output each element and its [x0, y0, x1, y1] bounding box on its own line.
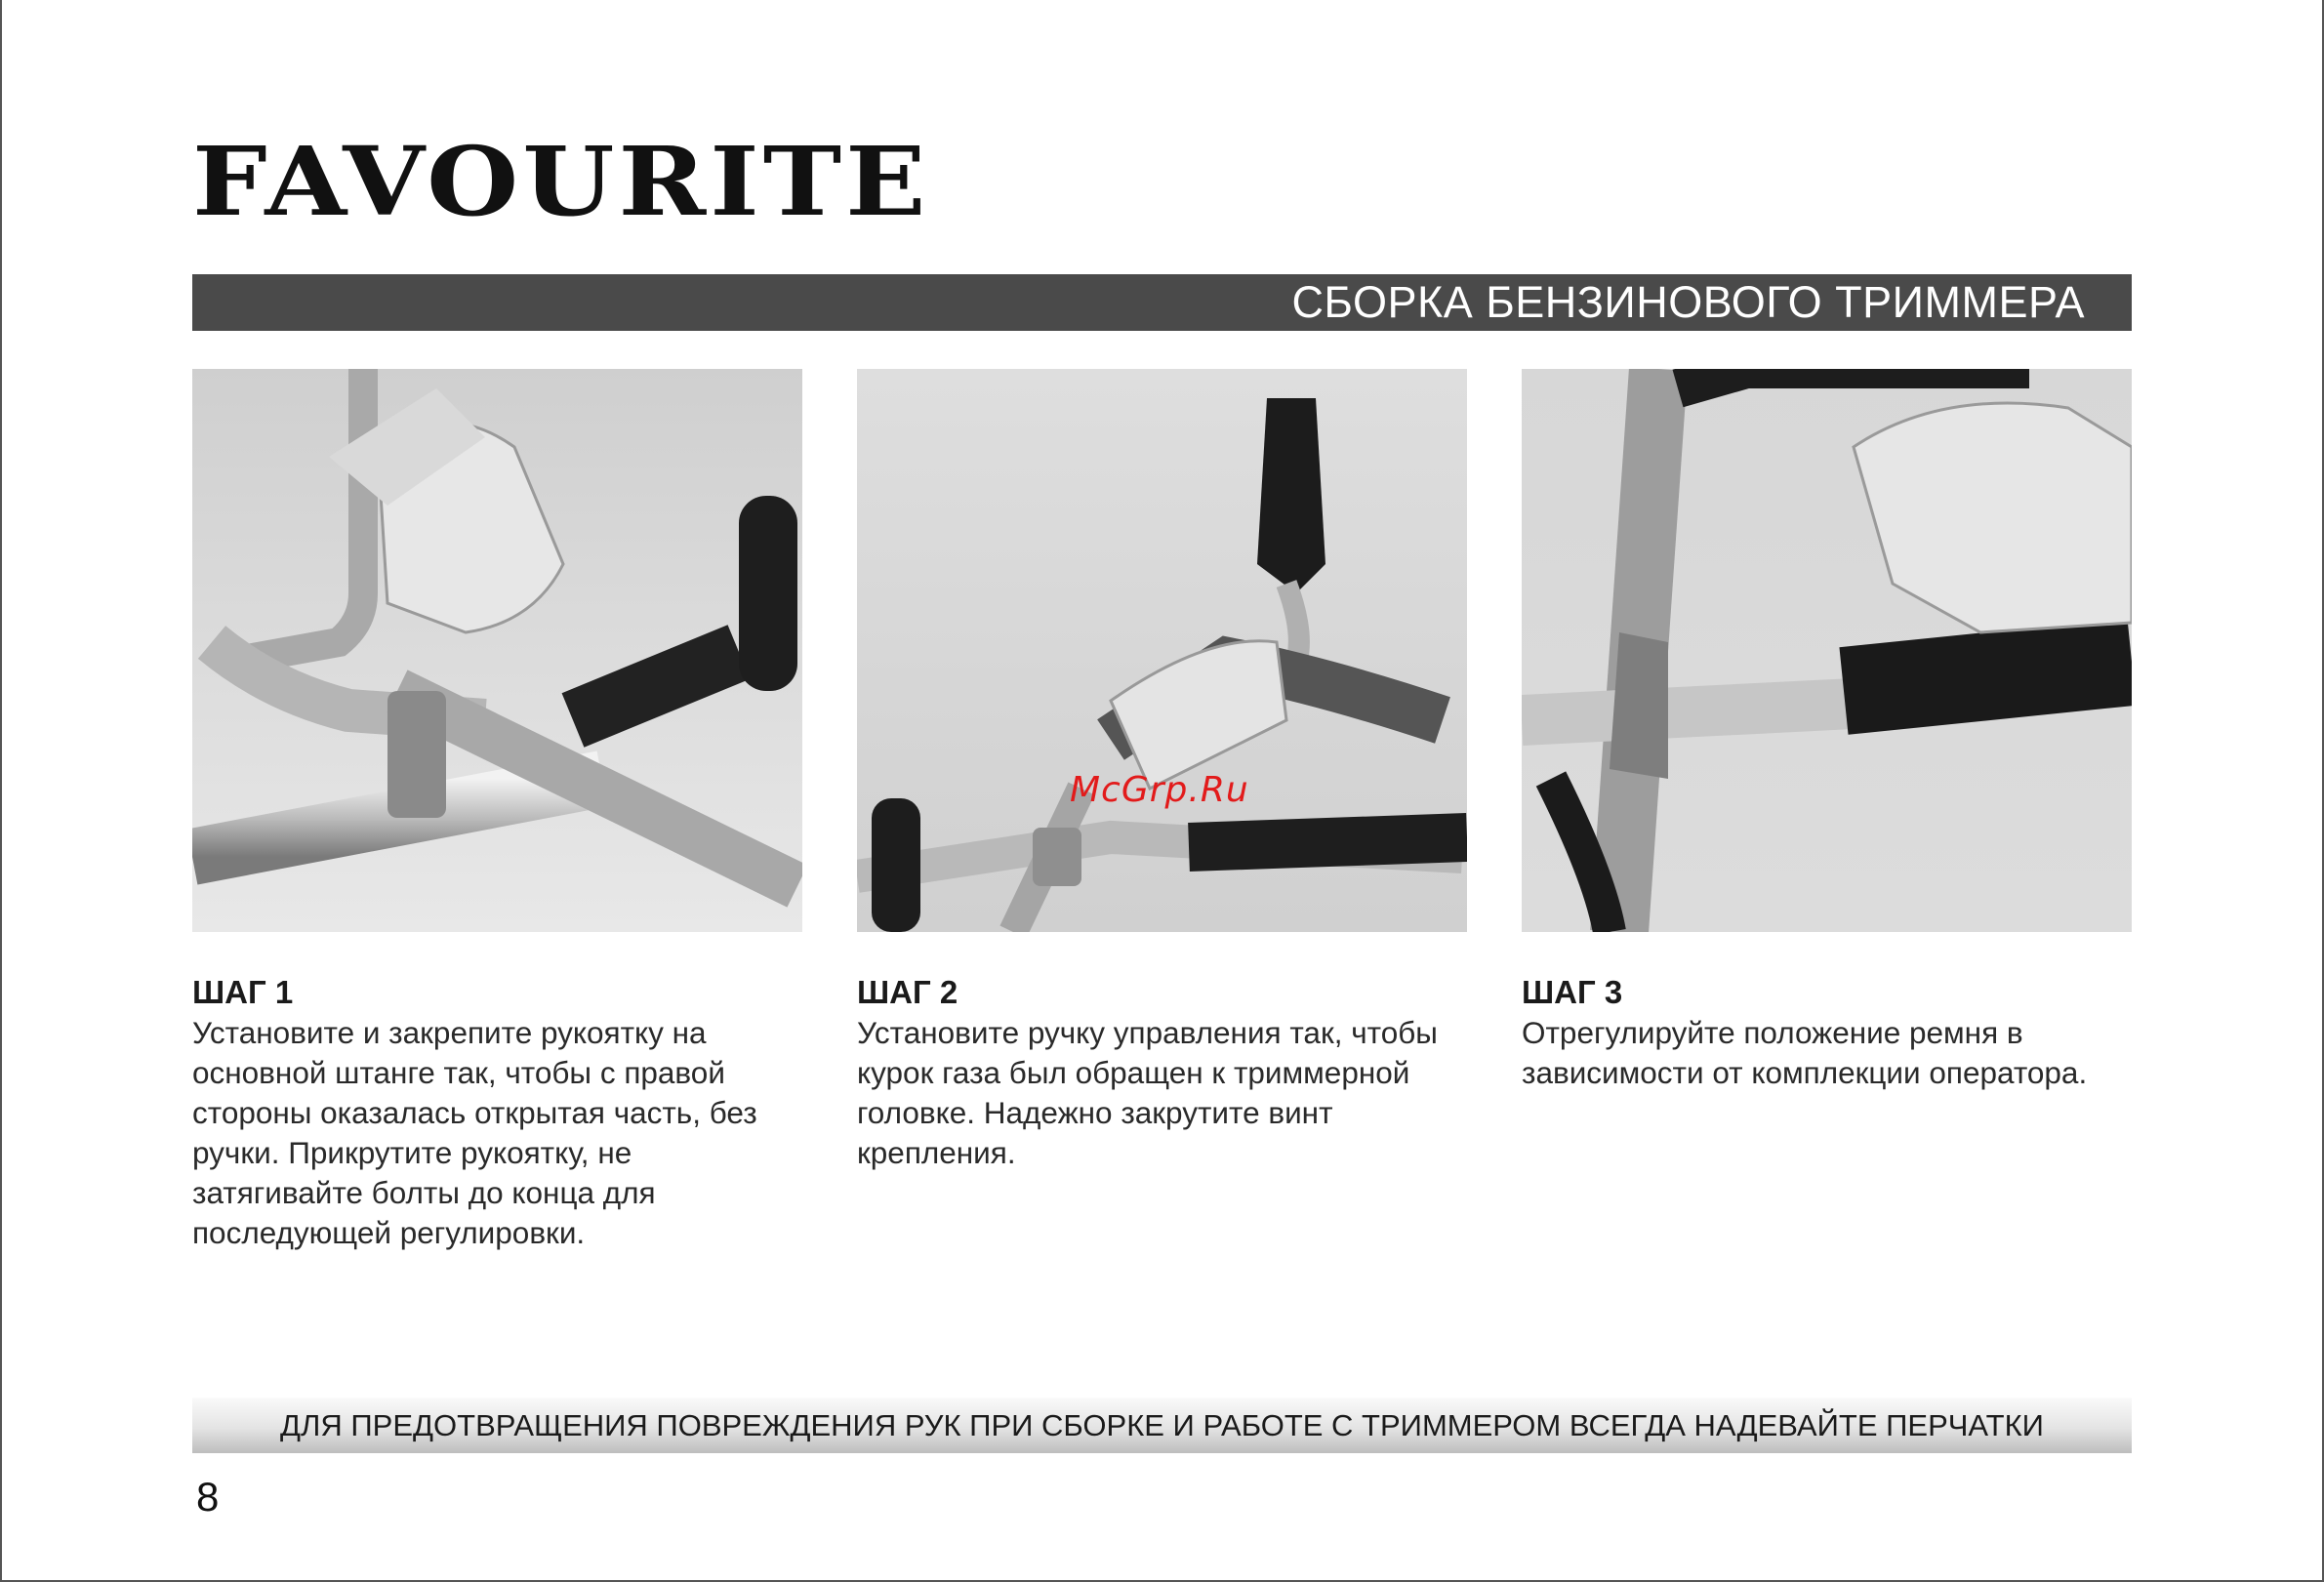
step-3-text: Отрегулируйте положение ремня в зависимости от комплекции оператора. [1522, 1015, 2088, 1090]
step3-photo [1522, 369, 2132, 932]
step-1-text: Установите и закрепите рукоятку на основной штанге так, чтобы с правой стороны оказалась открытая часть, без ручки. Прикрутите рукоятку, не затягивайте болты до конца для последующей регулировки. [192, 1015, 757, 1250]
brand-logo: FAVOURITE [192, 126, 930, 238]
step-2-text: Установите ручку управления так, чтобы курок газа был обращен к триммерной головке. Надежно закрутите винт крепления. [857, 1015, 1438, 1170]
section-title-bar [192, 274, 2132, 331]
page-number: 8 [196, 1474, 220, 1520]
step-2 [857, 972, 1482, 1173]
step-1 [192, 972, 817, 1253]
section-title: СБОРКА БЕНЗИНОВОГО ТРИММЕРА [1291, 277, 2085, 327]
step-3 [1522, 972, 2146, 1093]
step1-photo [192, 369, 802, 932]
footer-warning: ДЛЯ ПРЕДОТВРАЩЕНИЯ ПОВРЕЖДЕНИЯ РУК ПРИ СБОРКЕ И РАБОТЕ С ТРИММЕРОМ ВСЕГДА НАДЕВАЙТЕ ПЕРЧАТКИ [280, 1408, 2044, 1442]
footer-warning-bar [192, 1398, 2132, 1453]
step-2-title: ШАГ 2 [857, 974, 958, 1010]
step-3-title: ШАГ 3 [1522, 974, 1623, 1010]
watermark: McGrp.Ru [1070, 770, 1249, 810]
step-1-title: ШАГ 1 [192, 974, 294, 1010]
step2-photo [857, 369, 1467, 932]
